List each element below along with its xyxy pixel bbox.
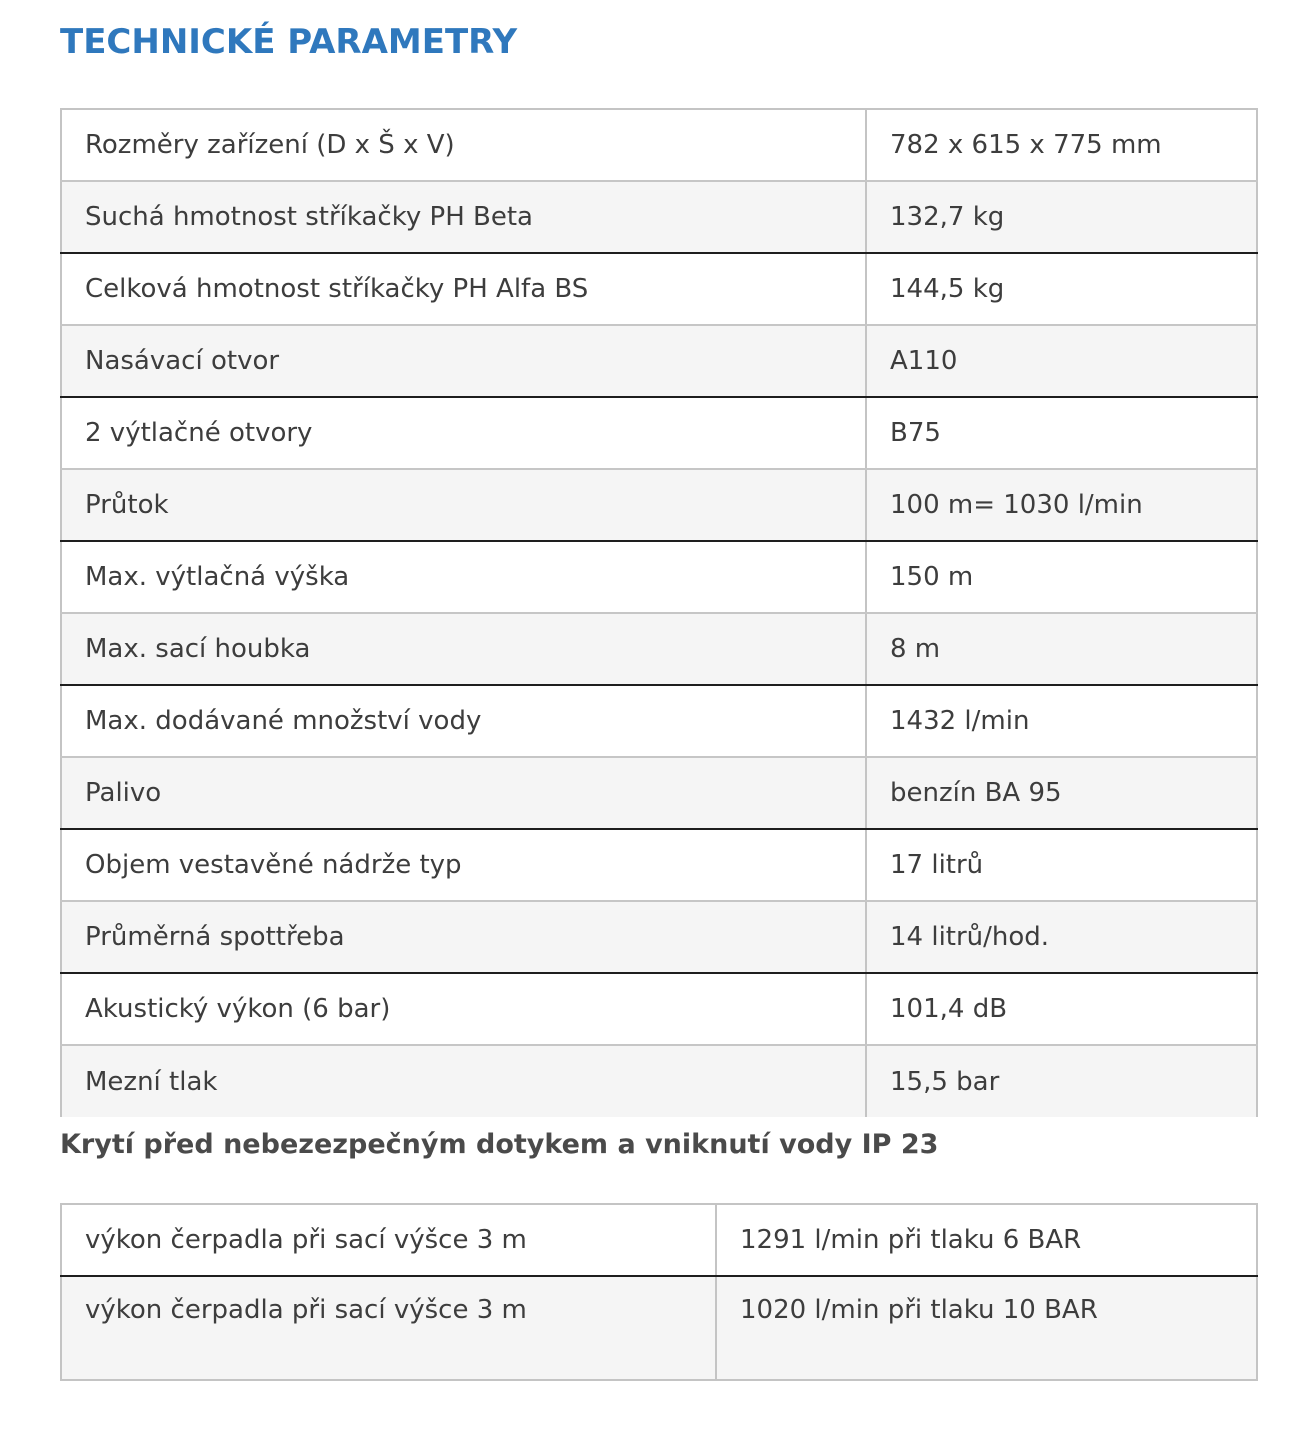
parameter-value: B75	[866, 397, 1257, 469]
parameter-label: Suchá hmotnost stříkačky PH Beta	[61, 181, 866, 253]
parameter-value: 782 x 615 x 775 mm	[866, 109, 1257, 181]
ip-rating-note: Krytí před nebezezpečným dotykem a vniknutí vody IP 23	[60, 1129, 939, 1160]
parameter-value: 17 litrů	[866, 829, 1257, 901]
parameter-label: Max. výtlačná výška	[61, 541, 866, 613]
table-row	[61, 901, 1257, 973]
table-row	[61, 973, 1257, 1045]
parameter-value: A110	[866, 325, 1257, 397]
table-row	[61, 829, 1257, 901]
pump-output-value: 1291 l/min při tlaku 6 BAR	[716, 1204, 1257, 1276]
pump-condition-label: výkon čerpadla při sací výšce 3 m	[61, 1204, 716, 1276]
parameter-label: Mezní tlak	[61, 1045, 866, 1117]
parameter-label: Průměrná spottřeba	[61, 901, 866, 973]
parameter-label: Max. sací houbka	[61, 613, 866, 685]
parameter-value: 15,5 bar	[890, 1066, 1000, 1097]
pump-condition-label: výkon čerpadla při sací výšce 3 m	[61, 1276, 716, 1380]
table-row	[61, 253, 1257, 325]
table-row	[61, 397, 1257, 469]
technical-parameters-table	[60, 108, 1258, 1117]
parameter-label: Objem vestavěné nádrže typ	[61, 829, 866, 901]
table-row	[61, 325, 1257, 397]
table-row	[61, 1045, 1257, 1117]
table-row	[61, 685, 1257, 757]
pump-output-value: 1020 l/min při tlaku 10 BAR	[740, 1295, 1098, 1325]
page-title: TECHNICKÉ PARAMETRY	[60, 22, 518, 62]
parameter-value: 100 m= 1030 l/min	[866, 469, 1257, 541]
table-row	[61, 613, 1257, 685]
parameter-label: Max. dodávané množství vody	[61, 685, 866, 757]
parameter-label: 2 výtlačné otvory	[61, 397, 866, 469]
parameter-value: 150 m	[866, 541, 1257, 613]
parameter-label: Průtok	[61, 469, 866, 541]
parameter-value: 132,7 kg	[866, 181, 1257, 253]
table-row	[61, 1204, 1257, 1276]
parameter-label: Akustický výkon (6 bar)	[61, 973, 866, 1045]
parameter-label: Celková hmotnost stříkačky PH Alfa BS	[61, 253, 866, 325]
parameter-value: 14 litrů/hod.	[866, 901, 1257, 973]
table-row	[61, 757, 1257, 829]
parameter-label: Palivo	[61, 757, 866, 829]
parameter-label: Nasávací otvor	[61, 325, 866, 397]
table-row	[61, 109, 1257, 181]
parameter-value: 1432 l/min	[866, 685, 1257, 757]
parameter-value: benzín BA 95	[866, 757, 1257, 829]
table-row	[61, 541, 1257, 613]
table-row	[61, 469, 1257, 541]
pump-performance-table	[60, 1203, 1258, 1381]
parameter-value: 144,5 kg	[866, 253, 1257, 325]
parameter-label: Rozměry zařízení (D x Š x V)	[61, 109, 866, 181]
table-row	[61, 1276, 1257, 1380]
parameter-value: 8 m	[866, 613, 1257, 685]
parameter-value: 101,4 dB	[866, 973, 1257, 1045]
table-row	[61, 181, 1257, 253]
